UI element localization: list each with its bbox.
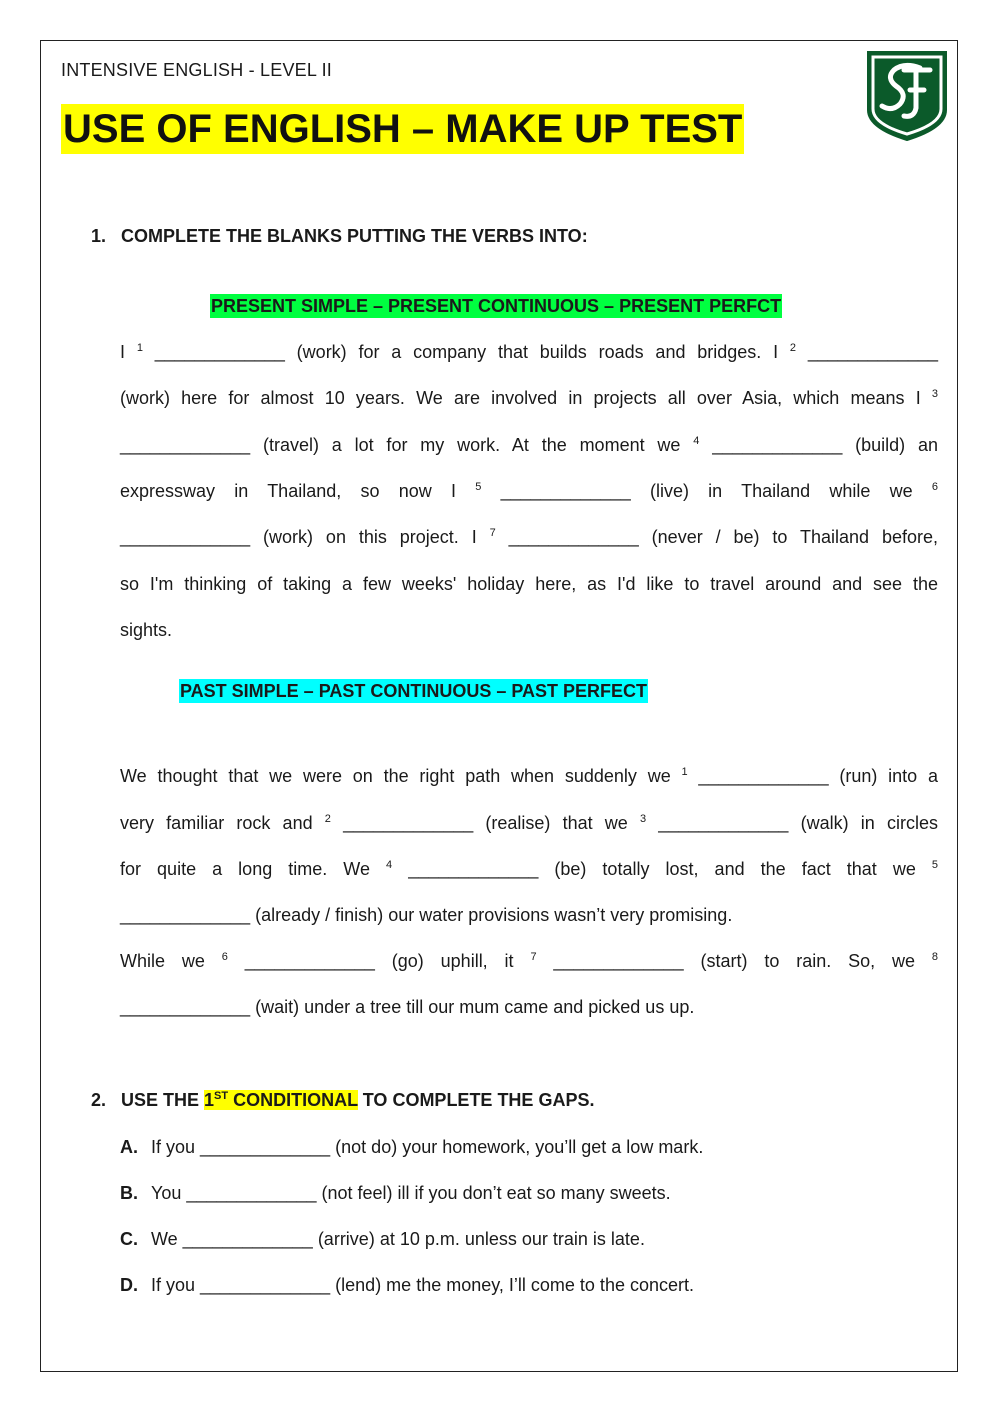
blank-number: 6 [931, 481, 939, 493]
course-level: INTENSIVE ENGLISH - LEVEL II [61, 60, 333, 80]
blank-number: 3 [931, 388, 938, 400]
item-letter: A. [120, 1137, 138, 1157]
exercise-line [120, 479, 938, 503]
exercise-line [120, 618, 938, 642]
present-tenses-heading: PRESENT SIMPLE – PRESENT CONTINUOUS – PRESENT PERFCT [211, 296, 782, 316]
exercise-line [120, 903, 938, 927]
line-text: _____________ (walk) in circles [646, 813, 938, 833]
blank-number: 2 [789, 342, 797, 354]
exercise-line [120, 433, 938, 457]
line-text: very familiar rock and [120, 813, 325, 833]
line-text: sights. [120, 620, 173, 640]
blank-number: 1 [136, 342, 143, 354]
section-1-heading [91, 226, 588, 247]
section-1-heading-text: COMPLETE THE BLANKS PUTTING THE VERBS INTO: [121, 226, 588, 246]
conditional-item [120, 1227, 645, 1251]
line-text: expressway in Thailand, so now I [120, 481, 476, 501]
exercise-line [120, 525, 938, 549]
conditional-number: 1 [204, 1090, 215, 1110]
exercise-line [120, 857, 938, 881]
item-letter: B. [120, 1183, 138, 1203]
section-2-heading [91, 1090, 594, 1111]
blank-number: 3 [640, 813, 647, 825]
conditional-highlight [204, 1090, 358, 1110]
section-1-number: 1. [91, 226, 107, 246]
blank-number: 5 [931, 859, 938, 871]
line-text: _____________ (already / finish) our water provisions wasn’t very promising. [120, 905, 733, 925]
blank-number: 6 [221, 951, 228, 963]
line-text: _____________ (run) into a [687, 766, 938, 786]
exercise-line [120, 995, 938, 1019]
item-text: If you _____________ (not do) your homework, you’ll get a low mark. [151, 1137, 704, 1157]
exercise-line [120, 764, 938, 788]
page-title: USE OF ENGLISH – MAKE UP TEST [61, 104, 744, 154]
item-letter: D. [120, 1275, 138, 1295]
section-2-heading-after: TO COMPLETE THE GAPS. [357, 1090, 595, 1110]
line-text: _____________ (work) for a company that builds roads and bridges. I [142, 342, 790, 362]
section-2-number: 2. [91, 1090, 107, 1110]
line-text: _____________ (travel) a lot for my work. At the moment we [120, 435, 694, 455]
blank-number: 1 [681, 766, 688, 778]
line-text: We thought that we were on the right path when suddenly we [120, 766, 682, 786]
line-text: _____________ (never / be) to Thailand before, [495, 527, 938, 547]
exercise-line [120, 386, 938, 410]
line-text: While we [120, 951, 222, 971]
school-crest-icon [864, 48, 950, 144]
line-text: _____________ (build) an [699, 435, 939, 455]
line-text: _____________ (go) uphill, it [227, 951, 531, 971]
line-text: _____________ (wait) under a tree till our mum came and picked us up. [120, 997, 695, 1017]
blank-number: 7 [530, 951, 537, 963]
blank-number: 5 [475, 481, 482, 493]
past-tenses-heading: PAST SIMPLE – PAST CONTINUOUS – PAST PERFECT [180, 681, 648, 701]
section-2-heading-before: USE THE [121, 1090, 205, 1110]
line-text: for quite a long time. We [120, 859, 387, 879]
conditional-word: CONDITIONAL [228, 1090, 358, 1110]
exercise-line [120, 949, 938, 973]
line-text: I [120, 342, 137, 362]
blank-number: 2 [324, 813, 331, 825]
conditional-item [120, 1181, 671, 1205]
line-text: _____________ (realise) that we [330, 813, 640, 833]
line-text: _____________ (be) totally lost, and the fact that we [392, 859, 932, 879]
exercise-line [120, 572, 938, 596]
blank-number: 4 [693, 435, 700, 447]
item-letter: C. [120, 1229, 138, 1249]
line-text: _____________ (work) on this project. I [120, 527, 490, 547]
blank-number: 8 [931, 951, 938, 963]
exercise-line [120, 340, 938, 364]
conditional-item [120, 1135, 703, 1159]
blank-number: 4 [386, 859, 393, 871]
conditional-ordinal: ST [214, 1090, 229, 1102]
exercise-line [120, 811, 938, 835]
item-text: You _____________ (not feel) ill if you don’t eat so many sweets. [151, 1183, 671, 1203]
line-text: (work) here for almost 10 years. We are involved in projects all over Asia, which means I [120, 388, 932, 408]
conditional-item [120, 1273, 694, 1297]
line-text: _____________ (live) in Thailand while we [481, 481, 932, 501]
item-text: If you _____________ (lend) me the money, I’ll come to the concert. [151, 1275, 694, 1295]
line-text: so I'm thinking of taking a few weeks' holiday here, as I'd like to travel around and see the [120, 574, 938, 594]
line-text: _____________ (start) to rain. So, we [536, 951, 932, 971]
line-text: _____________ [796, 342, 938, 362]
item-text: We _____________ (arrive) at 10 p.m. unless our train is late. [151, 1229, 645, 1249]
blank-number: 7 [489, 527, 496, 539]
